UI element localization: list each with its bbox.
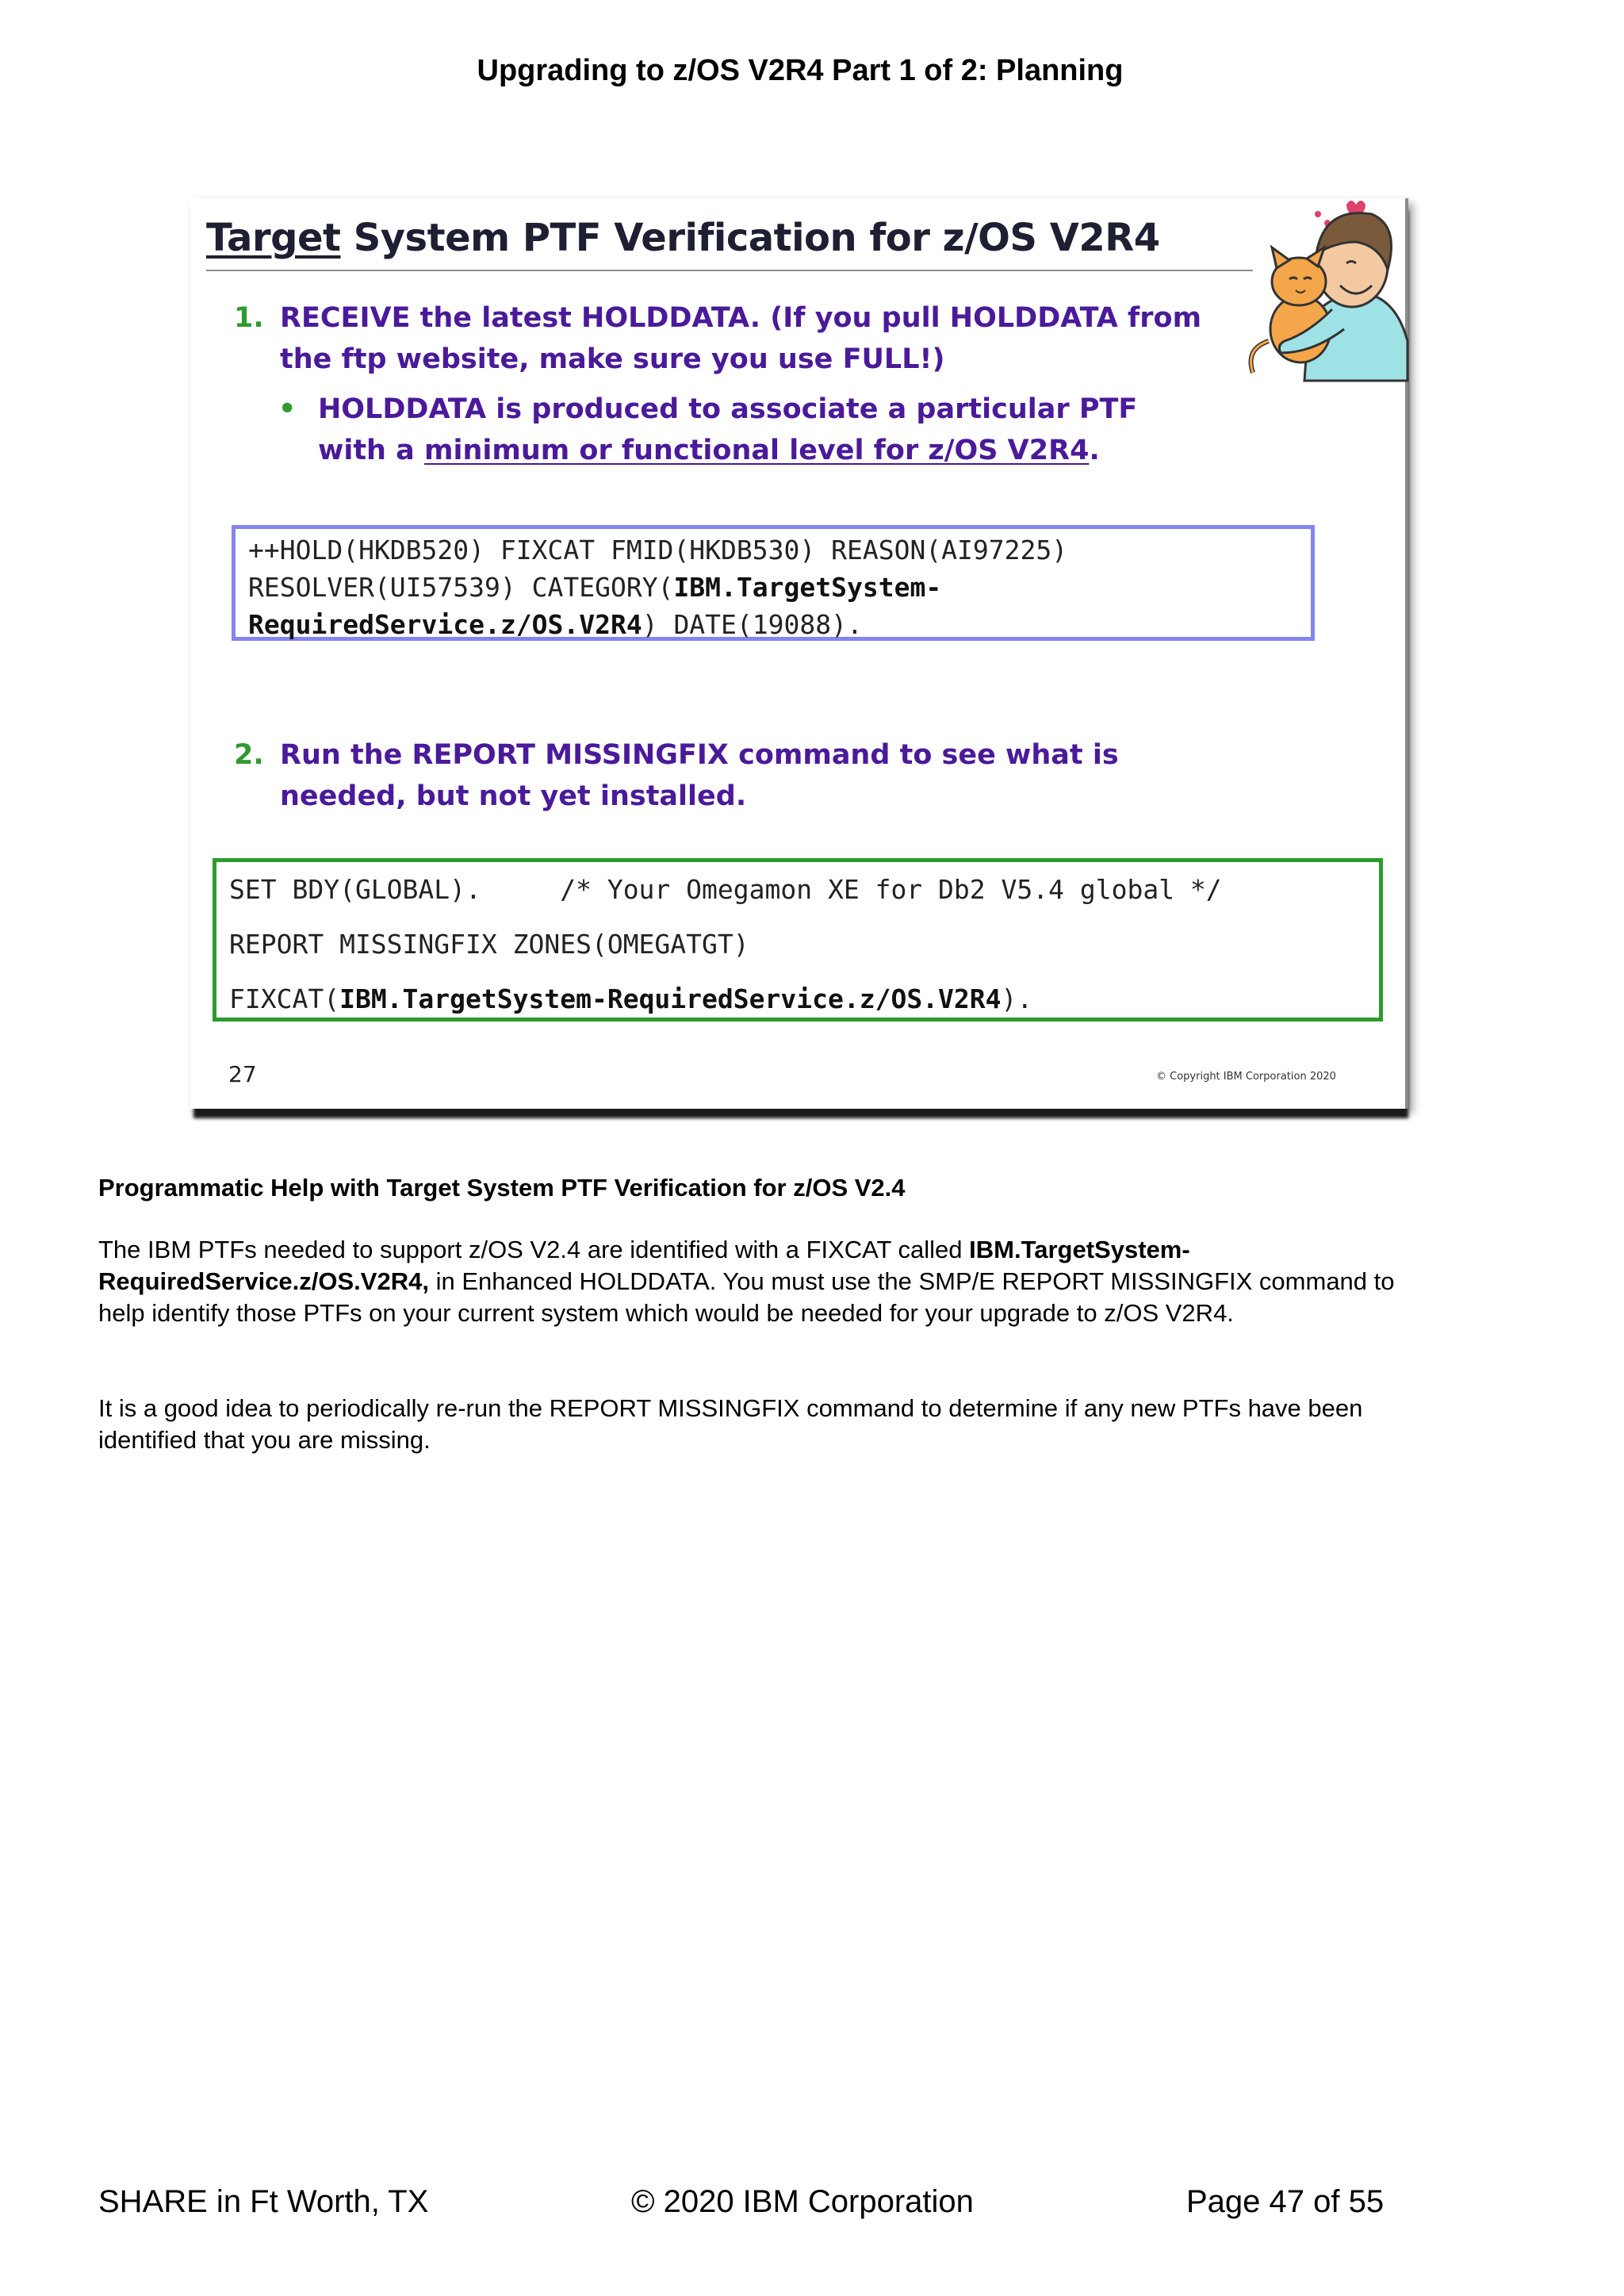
footer-copyright: © 2020 IBM Corporation — [631, 2184, 974, 2219]
slide-title-rest: System PTF Verification for z/OS V2R4 — [340, 216, 1160, 260]
para1-post: in Enhanced HOLDDATA. You must use the SMP/E REPORT MISSINGFIX command to help identify those PTFs on your current system which would be needed for your upgrade to z/OS V2R4. — [98, 1267, 1395, 1327]
report-line-3-bold: IBM.TargetSystem-RequiredService.z/OS.V2R4 — [339, 983, 1002, 1014]
section-title: Programmatic Help with Target System PTF Verification for z/OS V2.4 — [98, 1174, 906, 1202]
hold-line-2-bold: IBM.TargetSystem- — [673, 572, 942, 603]
slide-number: 27 — [228, 1061, 257, 1087]
report-code-box — [213, 858, 1383, 1022]
page-header: Upgrading to z/OS V2R4 Part 1 of 2: Planning — [477, 54, 1124, 87]
slide-image — [190, 198, 1408, 1109]
bullet-text: HOLDDATA is produced to associate a particular PTF with a — [318, 393, 1138, 466]
slide-title-word: Target — [206, 216, 341, 260]
para1-pre: The IBM PTFs needed to support z/OS V2.4 are identified with a FIXCAT called — [98, 1236, 970, 1263]
paragraph-2: It is a good idea to periodically re-run the REPORT MISSINGFIX command to determine if any new PTFs have been identified that you are missing. — [98, 1394, 1363, 1454]
slide-copyright: © Copyright IBM Corporation 2020 — [1156, 1071, 1336, 1083]
para1-bold: IBM.TargetSystem-RequiredService.z/OS.V2R4, — [98, 1236, 1190, 1295]
hold-line-1: ++HOLD(HKDB520) FIXCAT FMID(HKDB530) REASON(AI97225) — [248, 535, 1068, 565]
hold-line-3: ) DATE(19088). — [642, 609, 863, 640]
step-2-number: 2. — [234, 739, 264, 771]
bullet-icon: • — [278, 393, 297, 425]
step-2-text: Run the REPORT MISSINGFIX command to see what is needed, but not yet installed. — [280, 739, 1119, 812]
title-rule — [206, 270, 1253, 271]
step-1 — [234, 297, 1231, 380]
step-2 — [234, 734, 1231, 817]
footer-page-number: Page 47 of 55 — [1186, 2184, 1385, 2219]
holddata-code-box — [232, 525, 1315, 641]
bullet-end: . — [1089, 435, 1100, 466]
step-1-number: 1. — [234, 302, 264, 334]
footer-event: SHARE in Ft Worth, TX — [98, 2184, 429, 2219]
step-1-text: RECEIVE the latest HOLDDATA. (If you pull HOLDDATA from the ftp website, make sure you use FULL!) — [280, 302, 1202, 375]
person-hugging-cat-icon — [1213, 190, 1411, 389]
report-line-1: SET BDY(GLOBAL). /* Your Omegamon XE for Db2 V5.4 global */ — [229, 874, 1222, 905]
report-line-3: FIXCAT( — [229, 983, 340, 1014]
paragraph-1 — [98, 1234, 1446, 1329]
slide-title — [206, 216, 1160, 260]
bullet-link[interactable]: minimum or functional level for z/OS V2R4 — [423, 435, 1090, 466]
step-1-bullet — [278, 389, 1190, 471]
report-line-2: REPORT MISSINGFIX ZONES(OMEGATGT) — [229, 929, 749, 960]
hold-line-2: RESOLVER(UI57539) CATEGORY( — [248, 572, 674, 603]
hold-line-3-bold: RequiredService.z/OS.V2R4 — [248, 609, 642, 640]
report-line-3-end: ). — [1001, 983, 1033, 1014]
